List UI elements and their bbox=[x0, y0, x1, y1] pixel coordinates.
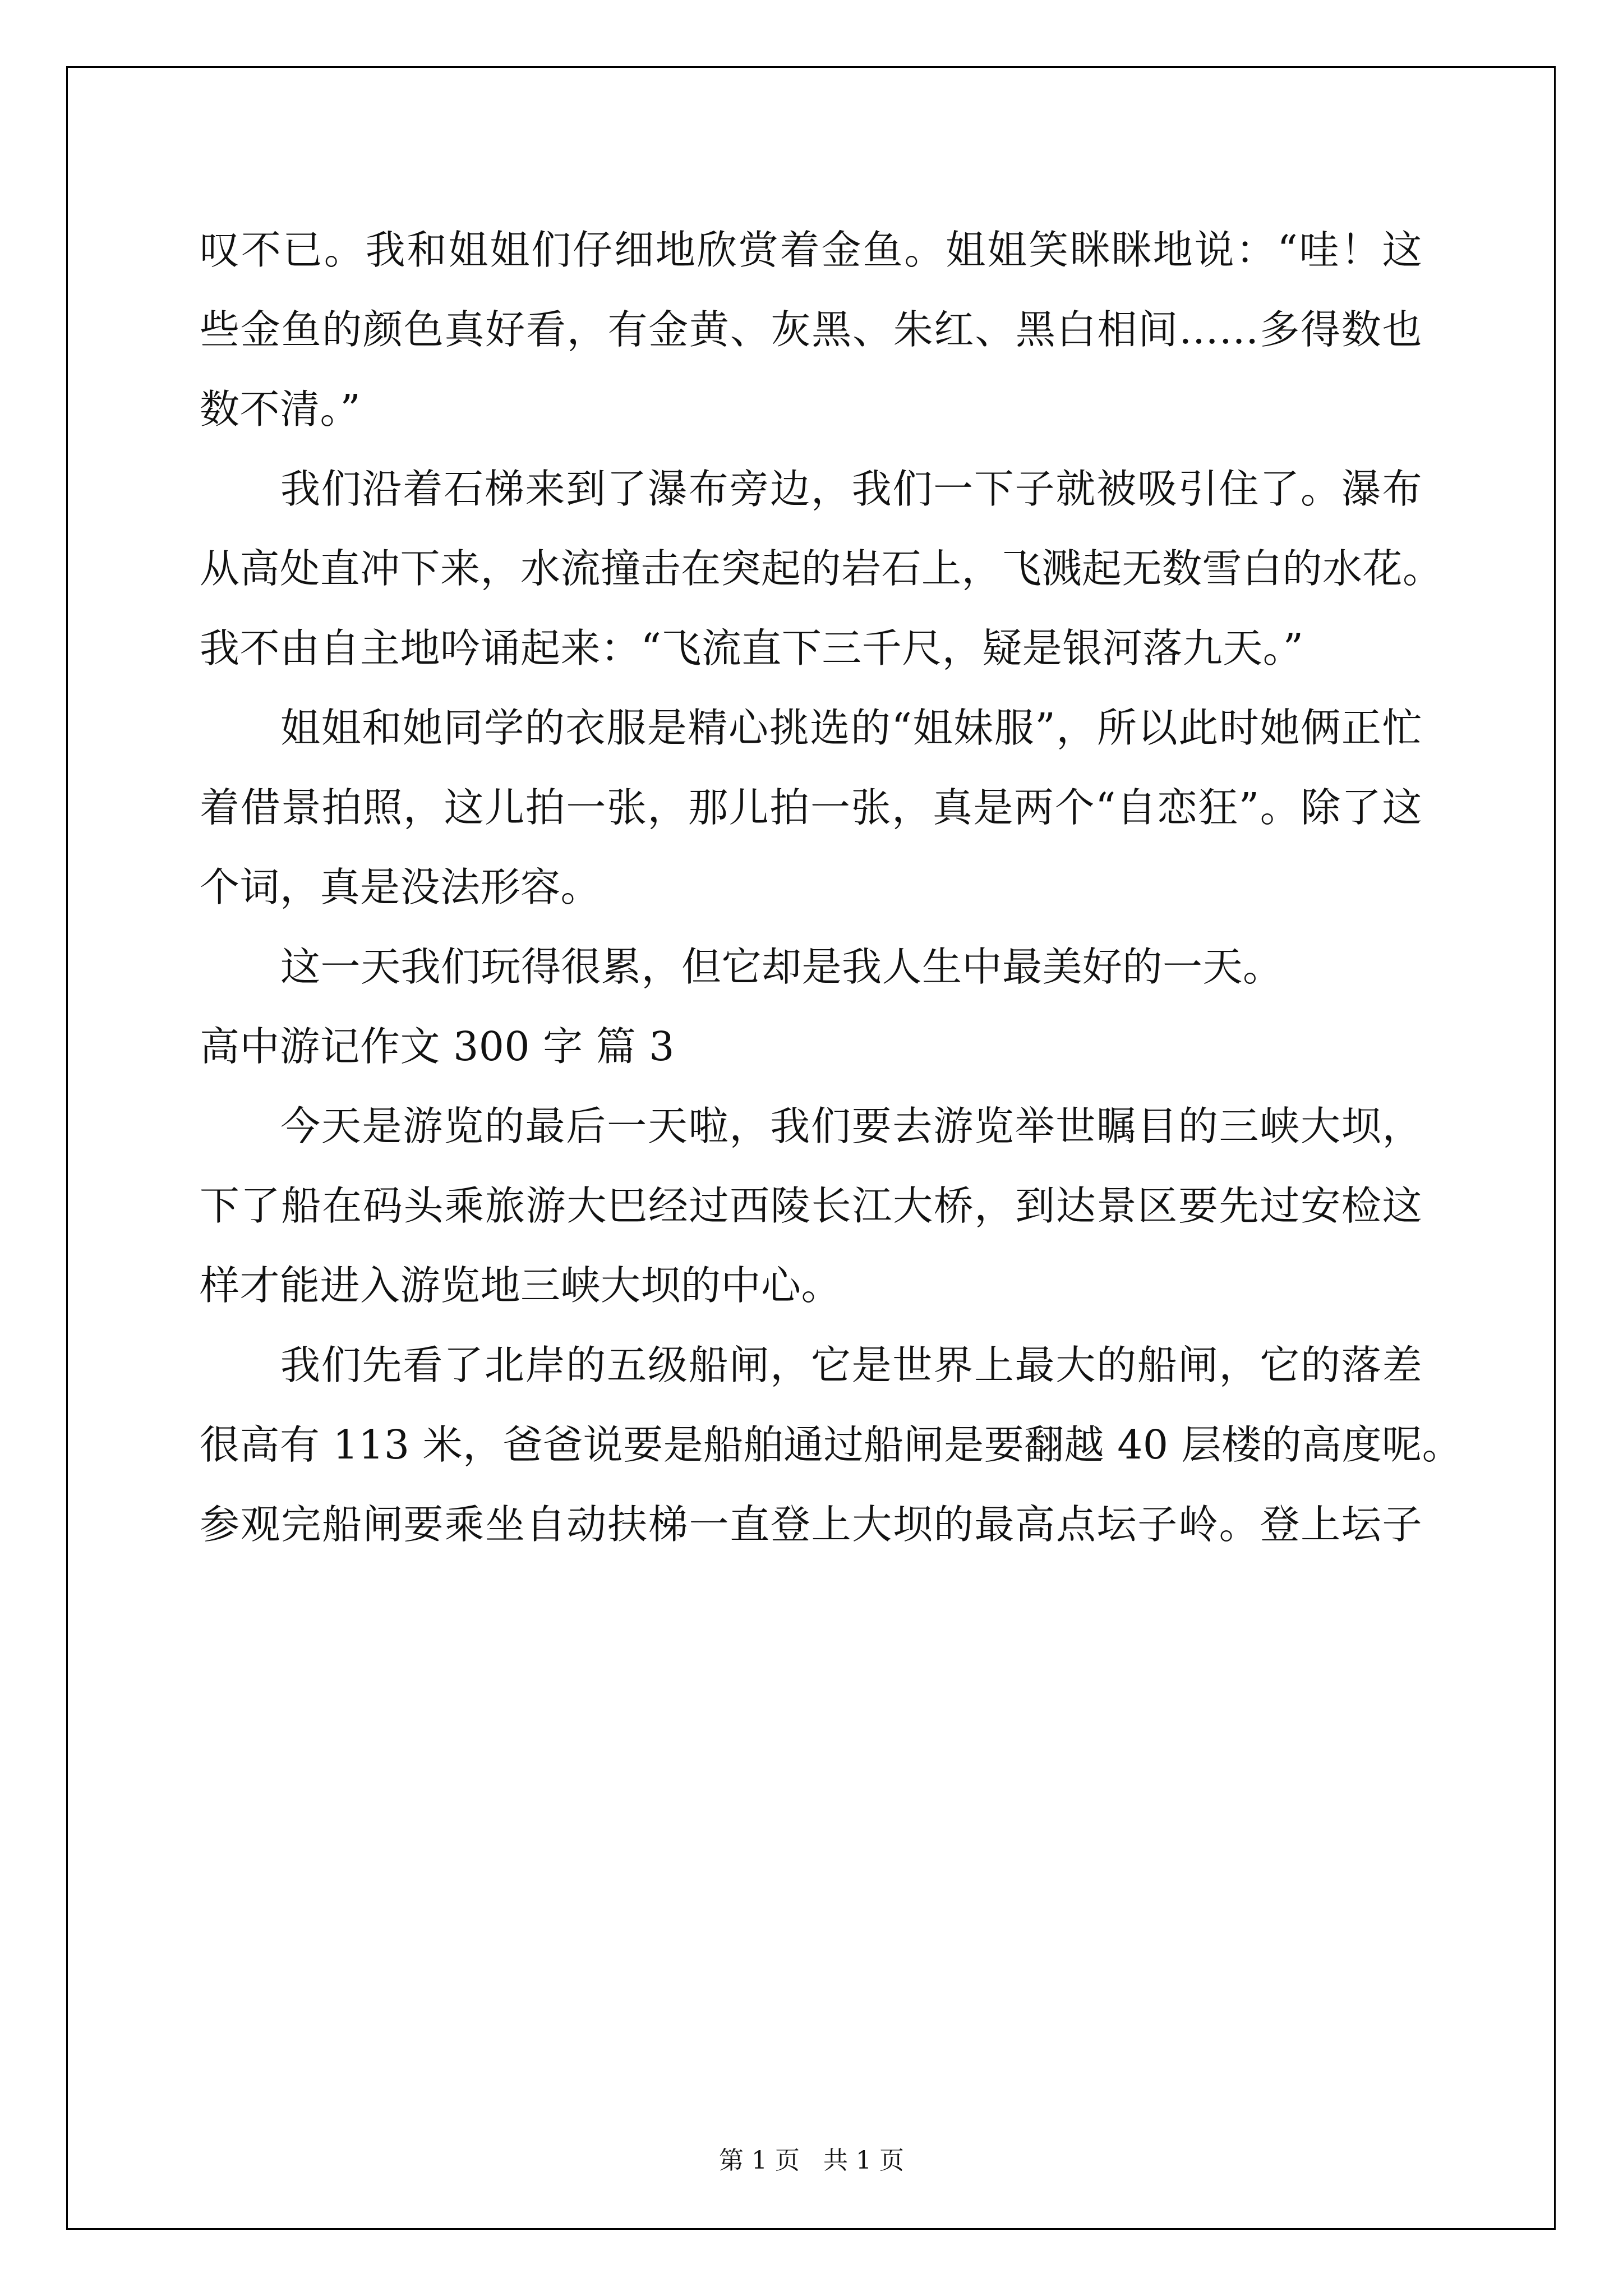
text-line: 今天是游览的最后一天啦，我们要去游览举世瞩目的三峡大坝， bbox=[280, 1103, 1422, 1149]
text-line: 这一天我们玩得很累，但它却是我人生中最美好的一天。 bbox=[280, 944, 1283, 990]
page-footer bbox=[0, 2140, 1623, 2176]
text-line: 从高处直冲下来，水流撞击在突起的岩石上，飞溅起无数雪白的水花。 bbox=[200, 545, 1443, 592]
text-line: 很高有 113 米，爸爸说要是船舶通过船闸是要翻越 40 层楼的高度呢。 bbox=[200, 1421, 1463, 1468]
text-line: 样才能进入游览地三峡大坝的中心。 bbox=[200, 1262, 842, 1309]
text-line: 着借景拍照，这儿拍一张，那儿拍一张，真是两个“自恋狂”。除了这 bbox=[200, 784, 1422, 831]
text-line: 我不由自主地吟诵起来：“飞流直下三千尺，疑是银河落九天。” bbox=[200, 625, 1304, 671]
text-line: 下了船在码头乘旅游大巴经过西陵长江大桥，到达景区要先过安检这 bbox=[200, 1182, 1422, 1229]
text-line: 我们沿着石梯来到了瀑布旁边，我们一下子就被吸引住了。瀑布 bbox=[280, 466, 1422, 512]
document-body bbox=[200, 210, 1463, 1565]
text-line: 些金鱼的颜色真好看，有金黄、灰黑、朱红、黑白相间……多得数也 bbox=[200, 306, 1422, 353]
text-line: 叹不已。我和姐姐们仔细地欣赏着金鱼。姐姐笑眯眯地说：“哇！这 bbox=[200, 227, 1422, 273]
text-line: 高中游记作文 300 字 篇 3 bbox=[200, 1023, 675, 1070]
text-line: 我们先看了北岸的五级船闸，它是世界上最大的船闸，它的落差 bbox=[280, 1342, 1422, 1388]
text-line: 参观完船闸要乘坐自动扶梯一直登上大坝的最高点坛子岭。登上坛子 bbox=[200, 1501, 1422, 1548]
text-line: 个词，真是没法形容。 bbox=[200, 864, 601, 910]
text-line: 数不清。” bbox=[200, 386, 361, 432]
text-line: 姐姐和她同学的衣服是精心挑选的“姐妹服”，所以此时她俩正忙 bbox=[280, 705, 1422, 751]
page-number: 第 1 页 共 1 页 bbox=[719, 2146, 904, 2175]
